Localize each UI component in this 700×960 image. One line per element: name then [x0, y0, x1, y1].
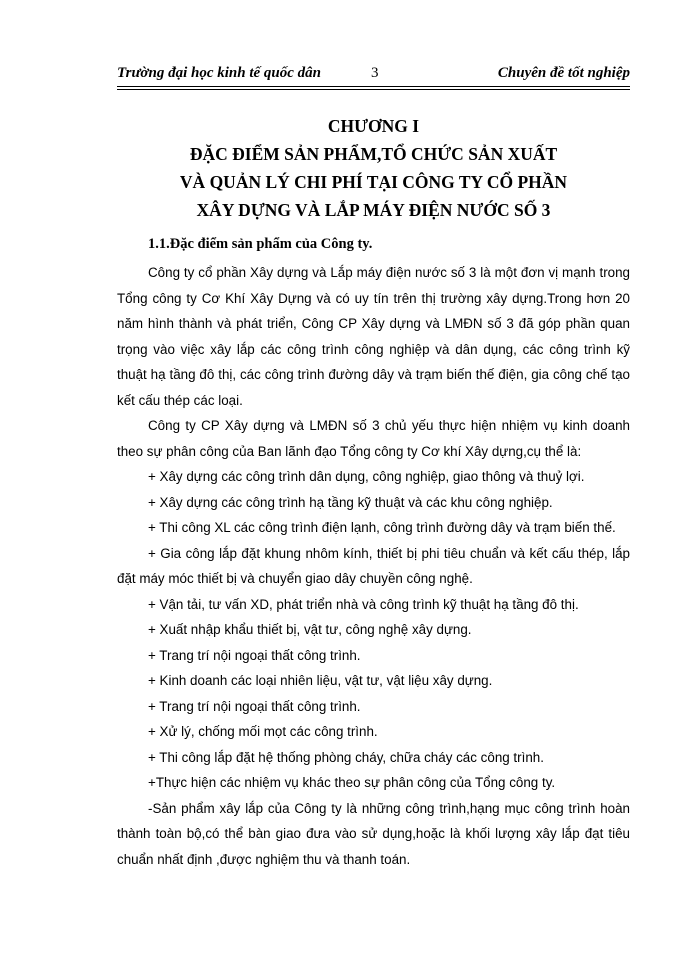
chapter-title-line: VÀ QUẢN LÝ CHI PHÍ TẠI CÔNG TY CỔ PHẦN — [179, 172, 568, 192]
list-item: + Trang trí nội ngoại thất công trình. — [148, 698, 361, 714]
list-item: + Vận tải, tư vấn XD, phát triển nhà và công trình kỹ thuật hạ tầng đô thị. — [148, 596, 579, 612]
paragraph-products: -Sản phẩm xây lắp của Công ty là những công trình,hạng mục công trình hoàn thành toàn bộ,có thể bàn giao đưa vào sử dụng,hoặc là khối lượng xây lắp đạt tiêu chuẩn nhất định ,được nghiệm thu và thanh toán. — [117, 800, 630, 867]
list-item: + Xây dựng các công trình hạ tầng kỹ thuật và các khu công nghiệp. — [148, 494, 553, 510]
section-heading: 1.1.Đặc điểm sản phẩm của Công ty. — [148, 236, 373, 252]
header-university: Trường đại học kinh tế quốc dân — [117, 65, 322, 81]
header-rule — [117, 86, 630, 90]
list-item: + Thi công lắp đặt hệ thống phòng cháy, chữa cháy các công trình. — [148, 749, 544, 765]
body-text — [117, 260, 630, 872]
list-item: + Kinh doanh các loại nhiên liệu, vật tư, vật liệu xây dựng. — [148, 673, 493, 688]
list-item: + Trang trí nội ngoại thất công trình. — [148, 647, 361, 663]
chapter-title — [117, 140, 630, 224]
chapter-number: CHƯƠNG I — [327, 116, 420, 136]
list-item: +Thực hiện các nhiệm vụ khác theo sự phân công của Tổng công ty. — [148, 775, 556, 790]
chapter-title-line: XÂY DỰNG VÀ LẮP MÁY ĐIỆN NƯỚC SỐ 3 — [196, 200, 551, 220]
chapter-title-line: ĐẶC ĐIỂM SẢN PHẨM,TỔ CHỨC SẢN XUẤT — [189, 144, 558, 164]
page-header — [117, 62, 630, 84]
list-item: + Gia công lắp đặt khung nhôm kính, thiết bị phi tiêu chuẩn và kết cấu thép, lắp đặt máy móc thiết bị và chuyển giao dây chuyền công nghệ. — [117, 545, 630, 586]
paragraph-intro: Công ty cổ phần Xây dựng và Lắp máy điện nước số 3 là một đơn vị mạnh trong Tổng công ty Cơ Khí Xây Dựng và có uy tín trên thị trường xây dựng.Trong hơn 20 năm hình thành và phát triển, Công CP Xây dựng và LMĐN số 3 đã góp phần quan trọng vào việc xây lắp các công trình công nghiệp và dân dụng, các công trình kỹ thuật hạ tầng đô thị, các công trình đường dây và trạm biến thế điện, gia công chế tạo kết cấu thép các loại. — [117, 265, 630, 408]
list-item: + Thi công XL các công trình điện lạnh, công trình đường dây và trạm biến thế. — [148, 520, 616, 535]
header-document-type: Chuyên đề tốt nghiệp — [497, 65, 630, 81]
list-item: + Xử lý, chống mối mọt các công trình. — [148, 724, 378, 739]
header-page-number: 3 — [371, 65, 379, 81]
paragraph-tasks-intro: Công ty CP Xây dựng và LMĐN số 3 chủ yếu thực hiện nhiệm vụ kinh doanh theo sự phân công của Ban lãnh đạo Tổng công ty Cơ khí Xây dựng,cụ thể là: — [117, 418, 630, 459]
list-item: + Xuất nhập khẩu thiết bị, vật tư, công nghệ xây dựng. — [148, 622, 472, 637]
list-item: + Xây dựng các công trình dân dụng, công nghiệp, giao thông và thuỷ lợi. — [148, 469, 585, 484]
